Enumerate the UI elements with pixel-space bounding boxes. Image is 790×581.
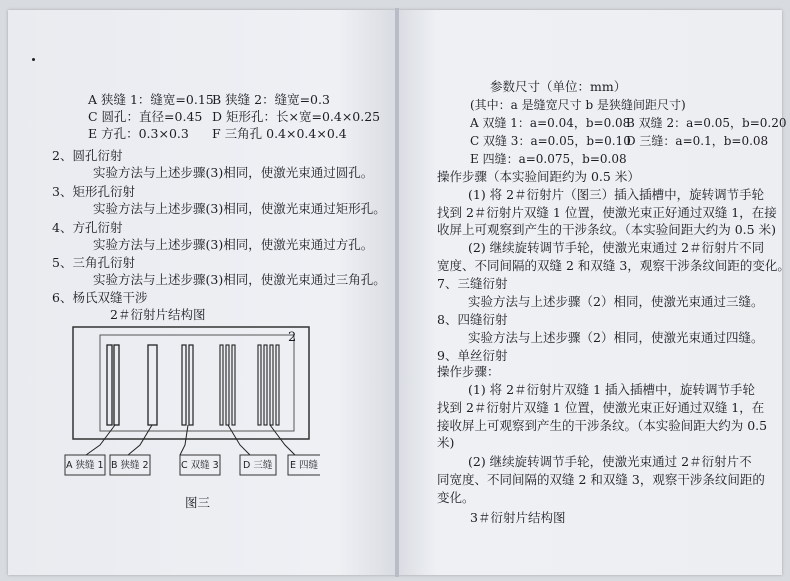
param-double-slit-3: C 双缝 3：a=0.05，b=0.10 [470, 134, 631, 148]
op1-line3: 收屏上可观察到产生的干涉条纹。（本实验间距大约为 0.5 米) [437, 222, 776, 237]
section-7-body: 实验方法与上述步骤（2）相同，使激光束通过三缝。 [468, 294, 764, 309]
param-triple-slit: D 三缝：a=0.1，b=0.08 [626, 134, 769, 148]
param-double-slit-1: A 双缝 1：a=0.04，b=0.08 [470, 116, 631, 130]
section-9-ops: 操作步骤： [437, 364, 500, 379]
section-5-title: 5、三角孔衍射 [52, 255, 135, 270]
section-5-body: 实验方法与上述步骤(3)相同，使激光束通过三角孔。 [93, 272, 386, 287]
s9-op2-line2: 同宽度、不同间隔的双缝 2 和双缝 3，观察干涉条纹间距的 [437, 472, 765, 487]
figure-label-d: D 三缝 [243, 460, 273, 471]
s9-op2-line3: 变化。 [437, 490, 475, 505]
param-b: B 狭缝 2：缝宽=0.3 [212, 92, 330, 107]
margin-dot [32, 58, 35, 61]
params-note: (其中：a 是缝宽尺寸 b 是狭缝间距尺寸) [470, 98, 686, 112]
section-3-body: 实验方法与上述步骤(3)相同，使激光束通过矩形孔。 [93, 201, 386, 216]
figure-label-a: A 狭缝 1 [66, 460, 104, 471]
section-3-title: 3、矩形孔衍射 [52, 184, 135, 199]
s9-op1-line1: (1) 将 2＃衍射片双缝 1 插入插槽中，旋转调节手轮 [468, 382, 756, 397]
diffraction-plate-diagram [60, 320, 320, 515]
s9-op1-line4: 米) [437, 435, 455, 450]
section-4-body: 实验方法与上述步骤(3)相同，使激光束通过方孔。 [93, 237, 374, 252]
figure-title: 2＃衍射片结构图 [110, 307, 206, 322]
section-8-title: 8、四缝衍射 [437, 312, 508, 327]
ops-title: 操作步骤（本实验间距约为 0.5 米） [437, 169, 640, 184]
param-quad-slit: E 四缝：a=0.075，b=0.08 [470, 152, 627, 166]
op2-line1: (2) 继续旋转调节手轮，使激光束通过 2＃衍射片不同 [468, 240, 765, 255]
param-c: C 圆孔：直径=0.45 [88, 109, 203, 124]
section-2-title: 2、圆孔衍射 [52, 148, 123, 163]
section-8-body: 实验方法与上述步骤（2）相同，使激光束通过四缝。 [468, 330, 764, 345]
figure-number: 2 [288, 330, 297, 345]
section-4-title: 4、方孔衍射 [52, 220, 123, 235]
op1-line1: (1) 将 2＃衍射片（图三）插入插槽中，旋转调节手轮 [468, 187, 765, 202]
slit-c-double [182, 345, 193, 425]
figure-caption: 图三 [185, 495, 211, 510]
param-f: F 三角孔 0.4×0.4×0.4 [212, 126, 347, 141]
slit-b [148, 345, 157, 425]
book-gutter [395, 8, 399, 577]
param-e: E 方孔：0.3×0.3 [88, 126, 189, 141]
op2-line2: 宽度、不同间隔的双缝 2 和双缝 3，观察干涉条纹间距的变化。 [437, 258, 790, 273]
param-d: D 矩形孔：长×宽=0.4×0.25 [212, 109, 381, 124]
section-2-body: 实验方法与上述步骤(3)相同，使激光束通过圆孔。 [93, 165, 374, 180]
s9-op2-line1: (2) 继续旋转调节手轮，使激光束通过 2＃衍射片不 [468, 454, 752, 469]
param-a: A 狭缝 1：缝宽=0.15 [88, 92, 214, 107]
figure-label-c: C 双缝 3 [181, 460, 219, 471]
slit-a [107, 345, 119, 425]
section-7-title: 7、三缝衍射 [437, 276, 508, 291]
op1-line2: 找到 2＃衍射片双缝 1 位置，使激光束正好通过双缝 1，在接 [437, 205, 777, 220]
section-6-title: 6、杨氏双缝干涉 [52, 290, 148, 305]
s9-op1-line2: 找到 2＃衍射片双缝 1 位置，使激光束正好通过双缝 1，在 [437, 400, 765, 415]
param-double-slit-2: B 双缝 2：a=0.05，b=0.20 [626, 116, 787, 130]
figure-label-b: B 狭缝 2 [111, 460, 149, 471]
params-title: 参数尺寸（单位：mm） [490, 79, 627, 94]
slit-d-triple [220, 345, 235, 425]
slit-e-quad [258, 345, 279, 425]
s9-op1-line3: 接收屏上可观察到产生的干涉条纹。（本实验间距大约为 0.5 [437, 418, 768, 433]
section-9-title: 9、单丝衍射 [437, 348, 508, 363]
figure3-title: 3＃衍射片结构图 [470, 510, 566, 525]
figure-label-e: E 四缝 [290, 460, 319, 471]
